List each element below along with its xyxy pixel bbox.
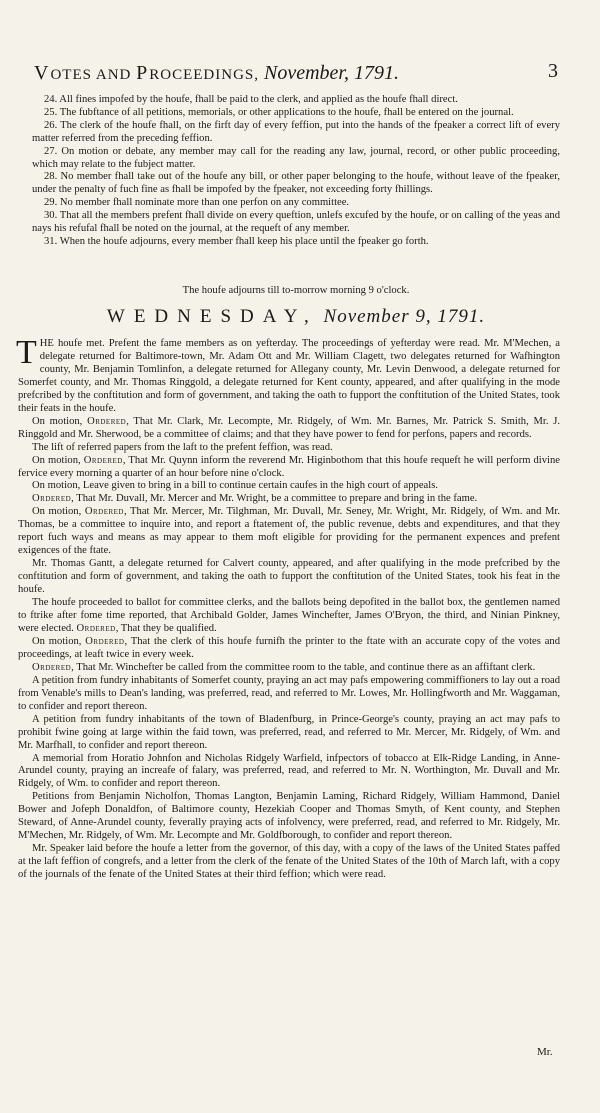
ordered-label: Ordered <box>76 622 116 634</box>
drop-cap: T <box>16 334 37 371</box>
paragraph-house-met-text: HE houfe met. Prefent the fame members as on yefterday. The proceedings of yefterday were read. Mr. M'Mechen, a delegate returned for Baltimore-town, Mr. Adam Ott and Mr. William Clagett, two delegates returned for Wafhington county, Mr. Benjamin Tomlinfon, a delegate returned for Allegany county, Mr. Levin Denwood, a delegate returned for Somerfet county, and Mr. Thomas Ringgold, a delegate returned for Kent county, appeared, and after qualifying in the mode prefcribed by the conftitution and form of government, and taking the oath to fupport the conftitution of the United States, took their feats in the houfe. <box>18 338 560 414</box>
on-motion-label: On motion, <box>32 506 85 518</box>
paragraph-speaker-letter: Mr. Speaker laid before the houfe a letter from the governor, of this day, with a copy of the laws of the United States paffed at the laft feffion of congrefs, and a letter from the clerk of the fenate of the United States of the 10th of March laft, with a copy of the journals of the fenate of the United States at their third feffion; which were read. <box>18 843 560 881</box>
ordered-label: Ordered <box>32 493 72 505</box>
catchword: Mr. <box>537 1046 553 1058</box>
paragraph-ballot-clerks-text: The houfe proceeded to ballot for committee clerks, and the ballots being depofited in the ballot box, the gentlemen named to ftrike after fome time reported, that Archibald Golder, James Winchefter, James O'Bryon, the third, and Ninian Pinkney, were elected. <box>18 597 560 634</box>
paragraph-referred-papers: The lift of referred papers from the laft to the prefent feffion, was read. <box>32 441 333 453</box>
paragraph-printer-copy-text: , That the clerk of this houfe furnifh the printer to the ftate with an accurate copy of the votes and proceedings, at leaft twice in every week. <box>18 635 560 660</box>
rule-26: 26. The clerk of the houfe fhall, on the firft day of every feffion, put into the hands of the fpeaker a correct lift of every matter referred from the preceding feffion. <box>32 119 560 144</box>
running-head <box>34 62 554 85</box>
paragraph-gantt: Mr. Thomas Gantt, a delegate returned for Calvert county, appeared, and after qualifying in the mode prefcribed by the conftitution and form of government, and taking the oath to fupport the conftitution of the United States, took his feat in the houfe. <box>18 558 560 596</box>
paragraph-assistant-clerk-text: , That Mr. Winchefter be called from the committee room to the table, and continue there as an affiftant clerk. <box>71 661 536 673</box>
ordered-label: Ordered <box>85 635 125 647</box>
paragraph-committee-claims <box>18 416 560 442</box>
rule-30: 30. That all the members prefent fhall divide on every queftion, unlefs excufed by the houfe, or on calling of the yeas and nays his refufal fhall be noted on the journal, at the requeft of any member. <box>32 210 560 235</box>
rule-24: 24. All fines impofed by the houfe, fhall be paid to the clerk, and applied as the houfe fhall direct. <box>44 94 458 105</box>
paragraph-committee-revenue-text: , That Mr. Mercer, Mr. Tilghman, Mr. Duvall, Mr. Seney, Mr. Wright, Mr. Ridgely, of Wm. and Mr. Thomas, be a committee to inquire into, and report a ftatement of, the public revenue, debts and expenditures, and that they report fuch ways and means as may appear to them moft eligible for providing for the permanent expences and prefent exigences of the ftate. <box>18 506 560 557</box>
ordered-label: Ordered <box>83 454 123 466</box>
paragraph-ballot-clerks <box>18 597 560 636</box>
paragraph-divine-service-text: , That Mr. Quynn inform the reverend Mr. Higinbothom that this houfe requeft he will perform divine fervice every morning a quarter of an hour before nine o'clock. <box>18 454 560 479</box>
paragraph-assistant-clerk <box>18 662 560 675</box>
ordered-label: Ordered <box>32 661 72 673</box>
day-heading-date: November 9, 1791. <box>323 306 486 327</box>
paragraph-petitions-insolvency: Petitions from Benjamin Nicholfon, Thomas Langton, Benjamin Laming, Richard Ridgely, William Hammond, Daniel Bower and Jofeph Donaldfon, of Baltimore county, Hezekiah Cooper and Thomas Smyth, of Kent county, and Stephen Steward, of Anne-Arundel county, feverally praying acts of infolvency, were preferred, read, and referred to Mr. Ridgely, Mr. M'Mechen, Mr. Ridgely, of Wm. Mr. Lecompte and Mr. Goldfborough, to confider and report thereon. <box>18 791 560 842</box>
rule-29: 29. No member fhall nominate more than one perfon on any committee. <box>44 197 350 209</box>
paragraph-house-met <box>16 334 560 416</box>
rule-25: 25. The fubftance of all petitions, memorials, or other applications to the houfe, fhall be entered on the journal. <box>44 106 514 118</box>
running-head-initial-p: P <box>136 62 150 84</box>
ordered-label: Ordered <box>87 415 127 427</box>
on-motion-label: On motion, <box>32 454 84 466</box>
paragraph-printer-copy <box>18 636 560 662</box>
paragraph-leave-bill: On motion, Leave given to bring in a bill to continue certain caufes in the high court of appeals. <box>32 480 438 492</box>
running-head-votes-and: OTES AND <box>50 67 137 83</box>
running-head-date: November, 1791. <box>259 62 399 84</box>
page-number: 3 <box>548 60 558 82</box>
paragraph-petition-bladensburg: A petition from fundry inhabitants of the town of Bladenfburg, in Prince-George's county, praying an act may pafs to prohibit fwine going at large within the faid town, was preferred, read, and referred to Mr. Mercer, Mr. Ridgely, of Wm. and Mr. Marfhall, to confider and report thereon. <box>18 713 560 751</box>
running-head-initial-v: V <box>34 62 51 84</box>
on-motion-label: On motion, <box>32 635 86 647</box>
day-heading <box>32 306 560 328</box>
paragraph-divine-service <box>18 455 560 481</box>
paragraph-petition-somerset: A petition from fundry inhabitants of Somerfet county, praying an act may pafs empowering commiffioners to lay out a road from Venable's mills to Dean's landing, was preferred, read, and referred to Mr. Lowes, Mr. Hollingfworth and Mr. Waggaman, to confider and report thereon. <box>18 674 560 712</box>
paragraph-committee-revenue <box>18 506 560 558</box>
paragraph-memorial-tobacco: A memorial from Horatio Johnfon and Nicholas Ridgely Warfield, infpectors of tobacco at Elk-Ridge Landing, in Anne-Arundel county, praying an increafe of falary, was preferred, read, and referred to Mr. N. Worthington, Mr. Duvall and Mr. Ridgely, of Wm. to confider and report thereon. <box>18 752 560 790</box>
ordered-label: Ordered <box>84 506 124 518</box>
paragraph-committee-prepare <box>18 493 560 506</box>
adjournment-line: The houfe adjourns till to-morrow morning 9 o'clock. <box>182 285 410 296</box>
proceedings-body <box>16 334 560 882</box>
paragraph-committee-prepare-text: , That Mr. Duvall, Mr. Mercer and Mr. Wright, be a committee to prepare and bring in the fame. <box>71 493 478 505</box>
rule-28: 28. No member fhall take out of the houfe any bill, or other paper belonging to the houfe, without leave of the fpeaker, under the penalty of fuch fine as fhall be impofed by the fpeaker, not exceeding forty fhillings. <box>32 171 560 196</box>
paragraph-ballot-clerks-qualified: , That they be qualified. <box>115 622 217 634</box>
rule-31: 31. When the houfe adjourns, every member fhall keep his place until the fpeaker go forth. <box>44 235 429 247</box>
paragraph-committee-claims-text: , That Mr. Clark, Mr. Lecompte, Mr. Ridgely, of Wm. Mr. Barnes, Mr. Patrick S. Smith, Mr. J. Ringgold and Mr. Sherwood, be a committee of claims; and that they have power to fend for perfons, papers and records. <box>18 415 560 440</box>
rules-list <box>32 94 560 249</box>
rule-27: 27. On motion or debate, any member may call for the reading any law, journal, record, or other public proceeding, which may relate to the fubject matter. <box>32 145 560 170</box>
on-motion-label: On motion, <box>32 415 88 427</box>
running-head-proceedings: ROCEEDINGS, <box>149 67 260 83</box>
day-heading-weekday: WEDNESDAY, <box>106 306 318 327</box>
